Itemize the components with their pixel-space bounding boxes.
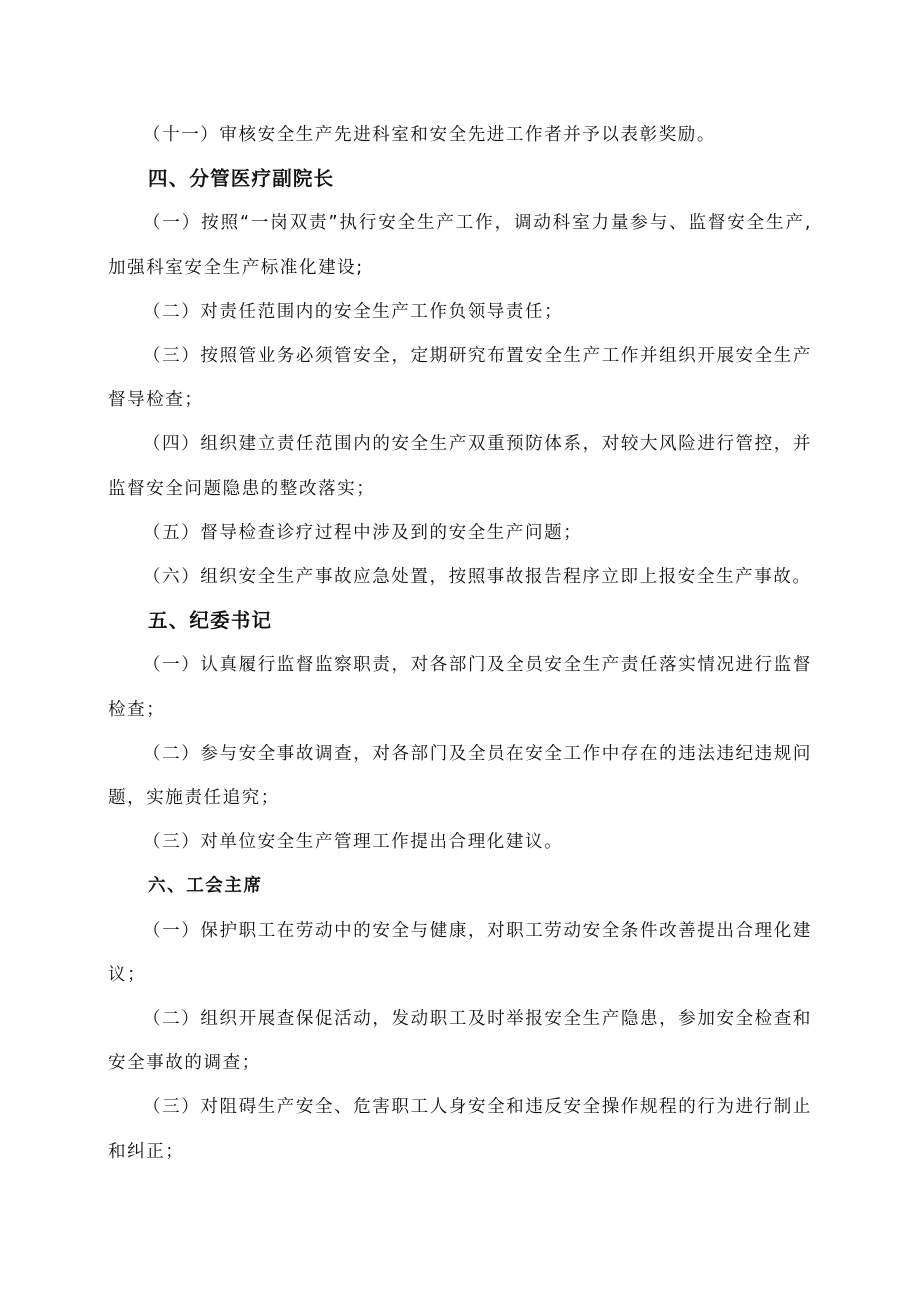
paragraph-item: （一）保护职工在劳动中的安全与健康，对职工劳动安全条件改善提出合理化建议；	[108, 920, 812, 985]
paragraph-item: （二）组织开展查保促活动，发动职工及时举报安全生产隐患，参加安全检查和安全事故的调查；	[108, 1009, 812, 1074]
paragraph-item: （一）认真履行监督监察职责，对各部门及全员安全生产责任落实情况进行监督检查；	[108, 655, 812, 720]
paragraph-item: （五）督导检查诊疗过程中涉及到的安全生产问题；	[143, 522, 583, 543]
paragraph-item: （四）组织建立责任范围内的安全生产双重预防体系，对较大风险进行管控，并监督安全问题隐患的整改落实；	[108, 434, 812, 499]
section-heading-discipline-secretary: 五、纪委书记	[148, 609, 273, 633]
paragraph-item: （二）参与安全事故调查，对各部门及全员在安全工作中存在的违法违纪违规问题，实施责任追究；	[108, 743, 812, 809]
paragraph-item: （三）对单位安全生产管理工作提出合理化建议。	[143, 832, 564, 853]
paragraph-item-11: （十一）审核安全生产先进科室和安全先进工作者并予以表彰奖励。	[143, 125, 716, 145]
document-body	[108, 113, 812, 1174]
section-heading-medical-vice-president: 四、分管医疗副院长	[148, 167, 335, 191]
paragraph-item: （六）组织安全生产事故应急处置，按照事故报告程序立即上报安全生产事故。	[143, 567, 812, 588]
paragraph-item: （三）对阻碍生产安全、危害职工人身安全和违反安全操作规程的行为进行制止和纠正；	[108, 1097, 812, 1162]
paragraph-item: （一）按照“一岗双责”执行安全生产工作，调动科室力量参与、监督安全生产,加强科室安全生产标准化建设;	[108, 213, 812, 278]
section-heading-union-chairman: 六、工会主席	[148, 876, 263, 897]
paragraph-item: （三）按照管业务必须管安全，定期研究布置安全生产工作并组织开展安全生产督导检查；	[108, 346, 812, 411]
paragraph-item: （二）对责任范围内的安全生产工作负领导责任；	[143, 301, 564, 322]
